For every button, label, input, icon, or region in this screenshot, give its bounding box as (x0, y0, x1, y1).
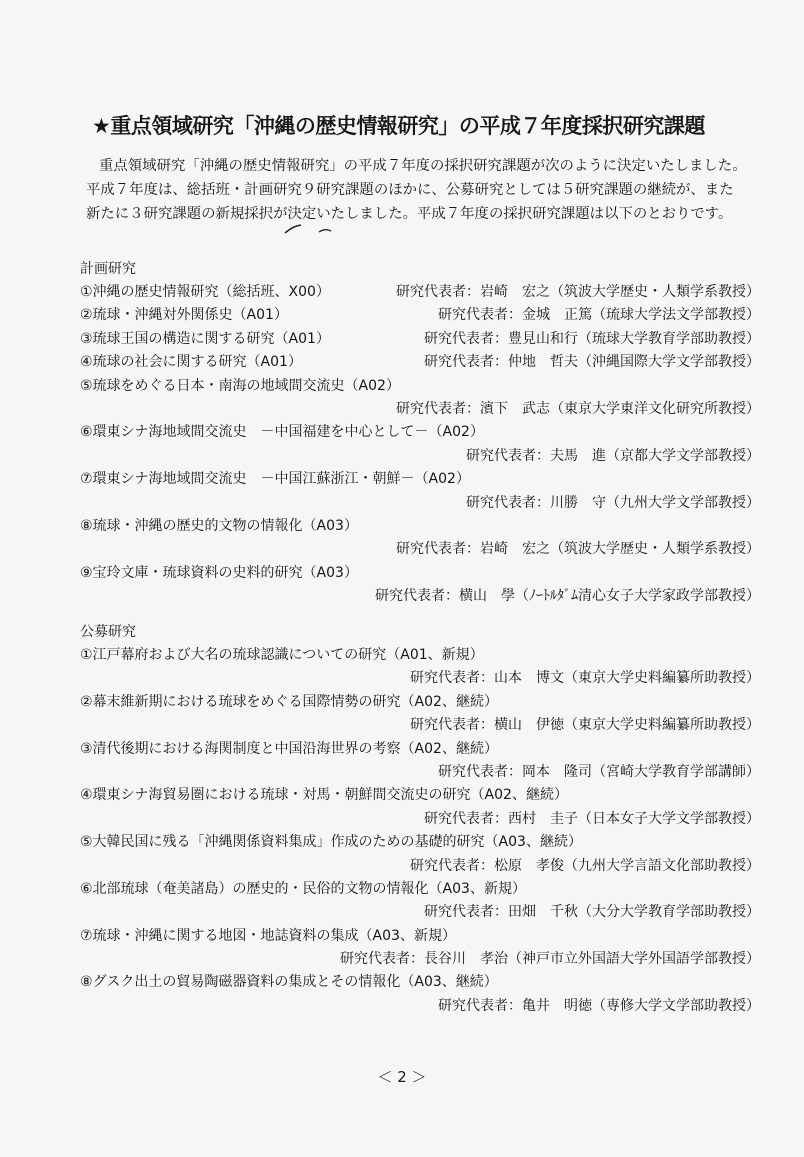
research-title: ⑥北部琉球（奄美諸島）の歴史的・民俗的文物の情報化（A03、新規） (80, 880, 526, 897)
research-representative: 研究代表者：岡本 隆司（宮崎大学教育学部講師） (438, 763, 760, 780)
research-item (80, 304, 760, 327)
intro-paragraph (86, 154, 776, 226)
research-item-rep-line (80, 538, 760, 561)
research-item (80, 421, 760, 444)
research-item (80, 351, 760, 374)
research-representative: 研究代表者：亀井 明徳（専修大学文学部助教授） (438, 997, 760, 1014)
research-item (80, 831, 760, 854)
research-item (80, 644, 760, 667)
research-representative: 研究代表者：岩崎 宏之（筑波大学歴史・人類学系教授） (396, 284, 760, 300)
research-item-rep-line (80, 808, 760, 831)
research-item (80, 784, 760, 807)
public-research-section (80, 621, 760, 1018)
research-item-rep-line (80, 761, 760, 784)
research-title: ④環東シナ海貿易圏における琉球・対馬・朝鮮間交流史の研究（A02、継続） (80, 787, 568, 804)
page-number: ＜ 2 ＞ (377, 1068, 427, 1086)
research-item (80, 468, 760, 491)
intro-line: 重点領域研究「沖縄の歴史情報研究」の平成７年度の採択研究課題が次のように決定いたしました。 (99, 158, 747, 174)
section-heading: 計画研究 (80, 261, 136, 277)
research-representative: 研究代表者：松原 孝俊（九州大学言語文化部助教授） (410, 857, 760, 874)
research-item (80, 971, 760, 994)
research-item-rep-line (80, 445, 760, 468)
research-representative: 研究代表者：濱下 武志（東京大学東洋文化研究所教授） (396, 400, 760, 417)
research-representative: 研究代表者：金城 正篤（琉球大学法文学部教授） (438, 307, 760, 324)
research-item (80, 738, 760, 761)
research-item-rep-line (80, 855, 760, 878)
section-heading: 公募研究 (80, 624, 136, 640)
research-title: ②幕末維新期における琉球をめぐる国際情勢の研究（A02、継続） (80, 693, 498, 710)
research-title: ③清代後期における海関制度と中国沿海世界の考察（A02、継続） (80, 740, 498, 757)
research-item-rep-line (80, 714, 760, 737)
intro-line: 新たに３研究課題の新規採択が決定いたしました。平成７年度の採択研究課題は以下のとおりです。 (86, 206, 733, 222)
research-item (80, 691, 760, 714)
research-representative: 研究代表者：岩崎 宏之（筑波大学歴史・人類学系教授） (396, 541, 760, 558)
research-representative: 研究代表者：西村 圭子（日本女子大学文学部教授） (424, 810, 760, 827)
research-title: ⑨宝玲文庫・琉球資料の史料的研究（A03） (80, 564, 358, 581)
research-item (80, 328, 760, 351)
research-item-rep-line (80, 995, 760, 1018)
page-title: ★重点領域研究「沖縄の歴史情報研究」の平成７年度採択研究課題 (92, 114, 705, 138)
research-representative: 研究代表者：夫馬 進（京都大学文学部教授） (466, 447, 760, 464)
research-item (80, 281, 760, 304)
research-representative: 研究代表者：横山 學（ﾉｰﾄﾙﾀﾞﾑ清心女子大学家政学部教授） (375, 588, 760, 605)
research-title: ⑤琉球をめぐる日本・南海の地域間交流史（A02） (80, 377, 400, 394)
research-item-rep-line (80, 901, 760, 924)
research-item-rep-line (80, 398, 760, 421)
research-representative: 研究代表者：長谷川 孝治（神戸市立外国語大学外国語学部教授） (340, 951, 760, 968)
research-item (80, 562, 760, 585)
research-item-rep-line (80, 948, 760, 971)
research-representative: 研究代表者：田畑 千秋（大分大学教育学部助教授） (424, 904, 760, 921)
research-title: ⑦環東シナ海地域間交流史 －中国江蘇浙江・朝鮮－（A02） (80, 471, 470, 488)
planned-research-section (80, 258, 760, 608)
research-title: ⑤大韓民国に残る「沖縄関係資料集成」作成のための基礎的研究（A03、継続） (80, 834, 582, 851)
intro-line: 平成７年度は、総括班・計画研究９研究課題のほかに、公募研究としては５研究課題の継続が、また (86, 182, 734, 198)
research-representative: 研究代表者：川勝 守（九州大学文学部教授） (466, 494, 760, 511)
research-title: ④琉球の社会に関する研究（A01） (80, 354, 302, 371)
research-title: ②琉球・沖縄対外関係史（A01） (80, 307, 288, 324)
research-title: ⑧グスク出土の貿易陶磁器資料の集成とその情報化（A03、継続） (80, 974, 498, 991)
handwritten-mark (283, 222, 333, 236)
research-item (80, 925, 760, 948)
research-item (80, 878, 760, 901)
research-title: ⑧琉球・沖縄の歴史的文物の情報化（A03） (80, 517, 358, 534)
research-representative: 研究代表者：仲地 哲夫（沖縄国際大学文学部教授） (424, 354, 760, 371)
research-representative: 研究代表者：山本 博文（東京大学史料編纂所助教授） (410, 670, 760, 687)
research-title: ①江戸幕府および大名の琉球認識についての研究（A01、新規） (80, 647, 484, 663)
research-item-rep-line (80, 585, 760, 608)
research-item-rep-line (80, 492, 760, 515)
research-item (80, 375, 760, 398)
research-item (80, 515, 760, 538)
research-item-rep-line (80, 667, 760, 690)
research-title: ③琉球王国の構造に関する研究（A01） (80, 330, 330, 347)
research-representative: 研究代表者：横山 伊徳（東京大学史料編纂所助教授） (410, 717, 760, 734)
research-title: ⑦琉球・沖縄に関する地図・地誌資料の集成（A03、新規） (80, 927, 456, 944)
research-title: ①沖縄の歴史情報研究（総括班、X00） (80, 284, 330, 300)
research-representative: 研究代表者：豊見山和行（琉球大学教育学部助教授） (424, 330, 760, 347)
research-title: ⑥環東シナ海地域間交流史 －中国福建を中心として－（A02） (80, 424, 484, 441)
